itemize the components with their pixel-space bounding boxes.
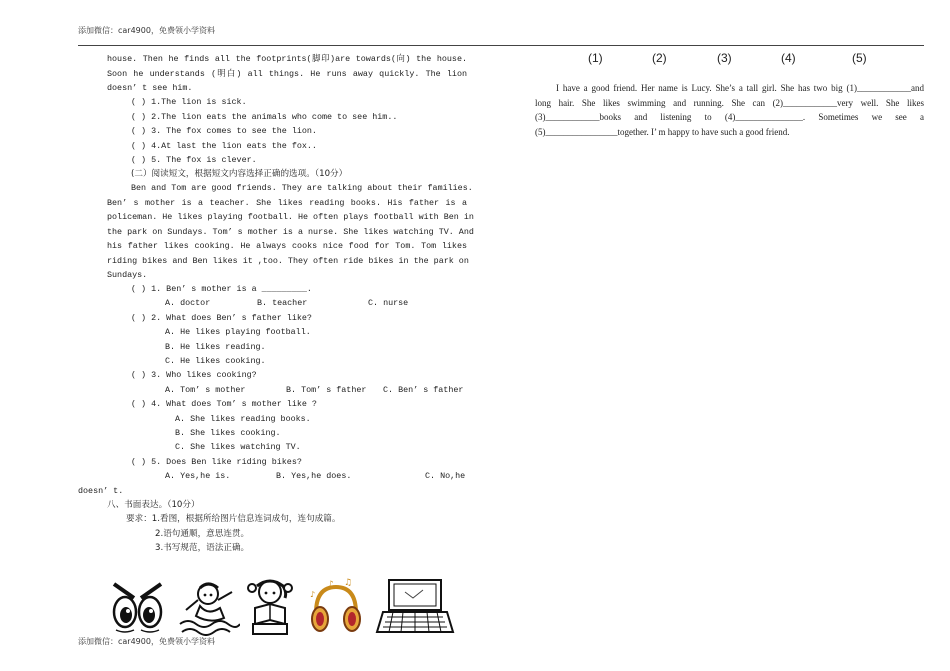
true-false-list [131, 95, 397, 168]
option-2b: B. He likes reading. [165, 342, 266, 352]
story-line: doesn’ t see him. [107, 83, 193, 93]
paragraph-line: (3)____________books and listening to (4)_______________. Sometimes we see a [535, 112, 924, 122]
headphones-icon [308, 577, 363, 637]
option-4b: B. She likes cooking. [175, 428, 281, 438]
option-4a: A. She likes reading books. [175, 414, 311, 424]
tf-item: ( ) 3. The fox comes to see the lion. [131, 126, 317, 136]
paragraph-line: long hair. She likes swimming and running. She can (2)____________very well. She likes [535, 97, 924, 108]
passage-line: his father likes cooking. He always cooks nice food for Tom. Tom likes [107, 241, 467, 251]
story-line: house. Then he finds all the footprints(脚印)are towards(向) the house. [107, 54, 467, 64]
passage-line: Ben and Tom are good friends. They are talking about their families. [131, 183, 473, 193]
option-1c: C. nurse [368, 298, 409, 308]
option-1a: A. doctor [165, 298, 211, 308]
pic-number-5: (5) [852, 51, 867, 65]
writing-paragraph [535, 81, 924, 139]
option-3c: C. Ben’ s father [383, 385, 464, 395]
reading-passage [107, 181, 474, 283]
paragraph-line: I have a good friend. Her name is Lucy. She’s a tall girl. She has two big (1)____________and [556, 83, 924, 93]
section2-title: (二）阅读短文，根据短文内容选择正确的选项。（10分） [131, 169, 348, 179]
option-4c: C. She likes watching TV. [175, 442, 301, 452]
watermark-top: 添加微信：car4900，免费领小学资料 [78, 26, 215, 35]
svg-text:♪: ♪ [328, 580, 334, 590]
question-4: ( ) 4. What does Tom’ s mother like ? [131, 399, 317, 409]
header-rule [78, 45, 924, 46]
pic-number-1: (1) [588, 51, 603, 65]
option-2c: C. He likes cooking. [165, 356, 266, 366]
section8-title: 八、书面表达。（10分） [107, 500, 200, 510]
watermark-bottom: 添加微信：car4900，免费领小学资料 [78, 637, 215, 646]
tf-item: ( ) 4.At last the lion eats the fox.. [131, 140, 317, 151]
svg-text:♫: ♫ [344, 578, 353, 588]
option-5b: B. Yes,he does. [276, 471, 352, 481]
svg-text:♪: ♪ [310, 590, 316, 599]
option-3a: A. Tom’ s mother [165, 385, 246, 395]
tf-item: ( ) 2.The lion eats the animals who come to see him.. [131, 111, 398, 122]
option-3b: B. Tom’ s father [286, 385, 367, 395]
pic-number-4: (4) [781, 51, 796, 65]
option-5c-continued: doesn’ t. [78, 486, 124, 496]
question-3: ( ) 3. Who likes cooking? [131, 370, 257, 380]
computer-icon [375, 578, 455, 638]
girl-reading-icon [245, 578, 295, 636]
requirement-1: 要求：1.看图，根据所给图片信息连词成句，连句成篇。 [126, 514, 341, 524]
option-1b: B. teacher [257, 298, 308, 308]
tf-item: ( ) 1.The lion is sick. [131, 97, 247, 107]
passage-line: Sundays. [107, 270, 148, 280]
paragraph-line: (5)________________together. I’ m happy to have such a good friend. [535, 126, 790, 137]
passage-line: policeman. He likes playing football. He often plays football with Ben in [107, 212, 474, 222]
requirement-2: 2.语句通顺，意思连贯。 [155, 529, 250, 539]
question-2: ( ) 2. What does Ben’ s father like? [131, 313, 312, 323]
passage-line: Ben’ s mother is a teacher. She likes reading books. His father is a [107, 197, 467, 208]
option-5a: A. Yes,he is. [165, 471, 231, 481]
question-1: ( ) 1. Ben’ s mother is a _________. [131, 284, 312, 294]
girl-swimming-icon [178, 580, 240, 636]
pic-number-2: (2) [652, 51, 667, 65]
story-continuation [107, 52, 467, 96]
option-2a: A. He likes playing football. [165, 327, 311, 337]
pic-number-3: (3) [717, 51, 732, 65]
story-line: Soon he understands (明白) all things. He runs away quickly. The lion [107, 68, 467, 79]
requirement-3: 3.书写规范，语法正确。 [155, 543, 250, 553]
eyes-icon [110, 578, 165, 636]
question-5: ( ) 5. Does Ben like riding bikes? [131, 457, 302, 467]
option-5c: C. No,he [425, 471, 466, 481]
passage-line: the park on Sundays. Tom’ s mother is a nurse. She likes watching TV. And [107, 226, 474, 237]
passage-line: riding bikes and Ben likes it ,too. They often ride bikes in the park on [107, 255, 469, 266]
tf-item: ( ) 5. The fox is clever. [131, 155, 257, 165]
